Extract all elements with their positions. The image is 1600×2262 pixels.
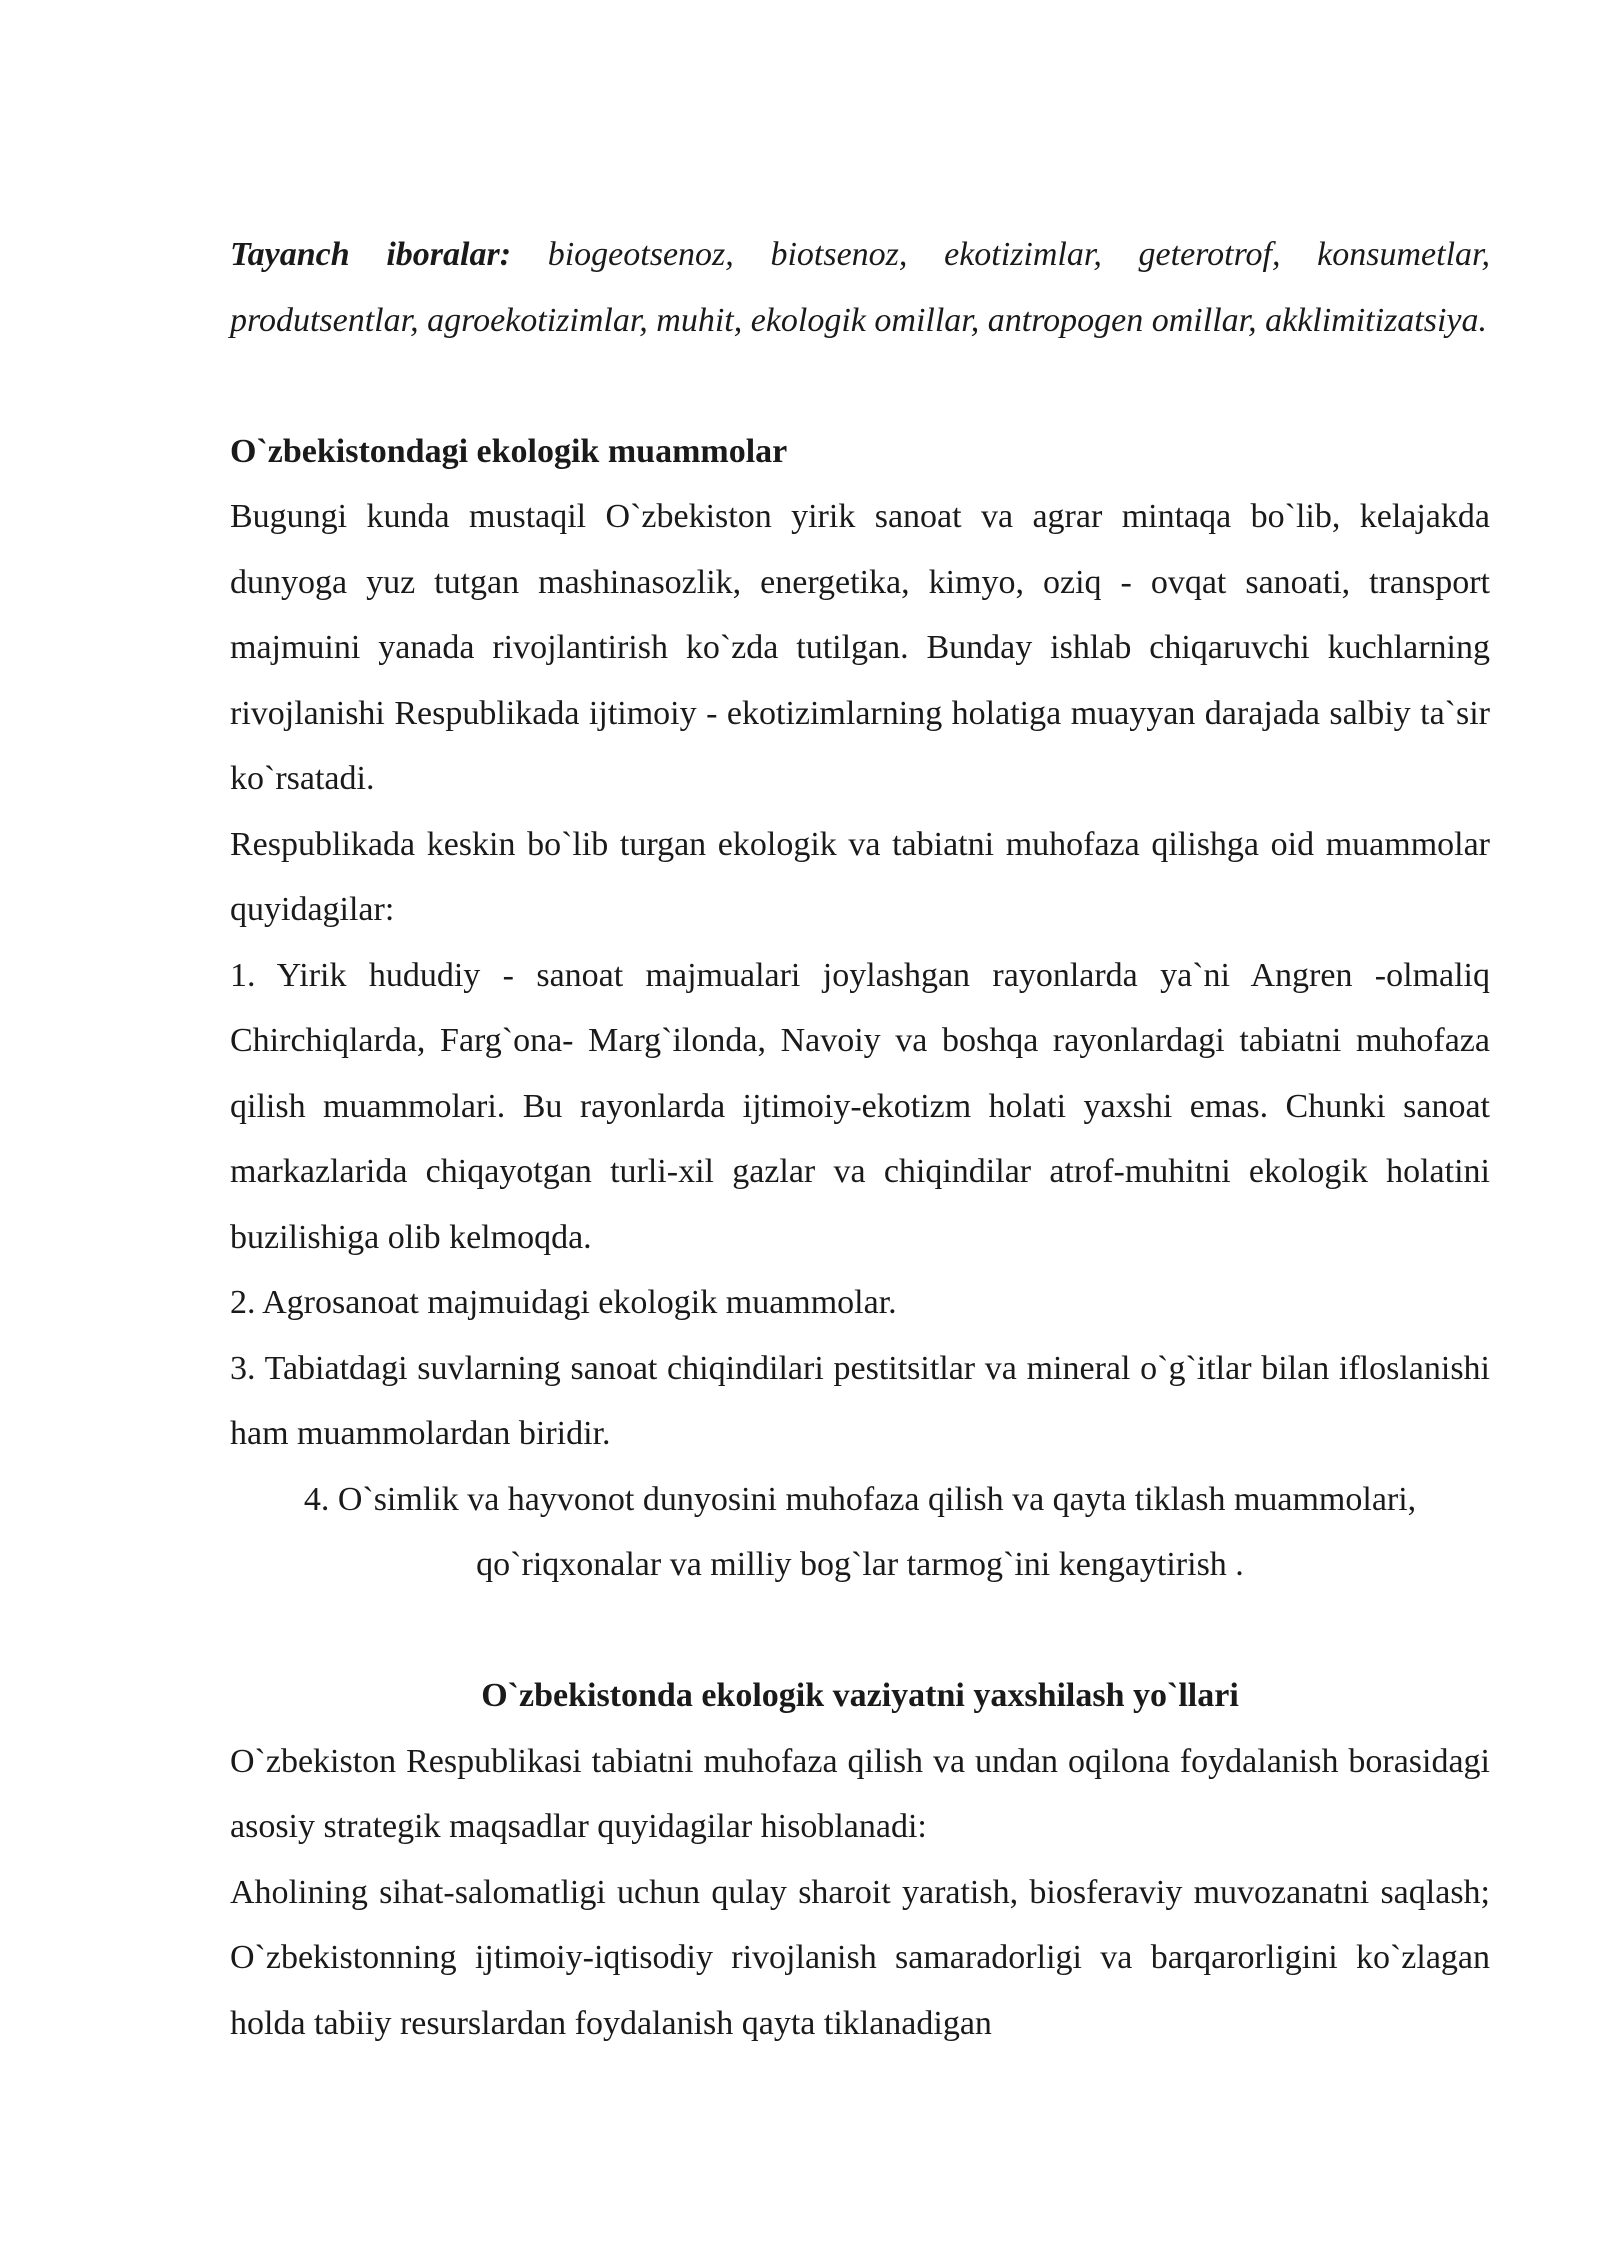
list-item-2: 2. Agrosanoat majmuidagi ekologik muammolar. [230,1284,897,1321]
keywords-text: biogeotsenoz, biotsenoz, ekotizimlar, geterotrof, konsumetlar, produtsentlar, agroekotizimlar, muhit, ekologik omillar, antropogen omillar, akklimitizatsiya. [230,236,1491,339]
spacer [230,1598,1490,1664]
keywords-paragraph [230,222,1490,353]
list-item-1: 1. Yirik hududiy - sanoat majmualari joylashgan rayonlarda ya`ni Angren -olmaliq Chirchiqlarda, Farg`ona- Marg`ilonda, Navoiy va boshqa rayonlardagi tabiatni muhofaza qilish muammolari. Bu rayonlarda ijtimoiy-ekotizm holati yaxshi emas. Chunki sanoat markazlarida chiqayotgan turli-xil gazlar va chiqindilar atrof-muhitni ekologik holatini buzilishiga olib kelmoqda. [230,956,1490,1256]
section2-heading: O`zbekistonda ekologik vaziyatni yaxshilash yo`llari [481,1677,1239,1714]
list-item-4-line-2: qo`riqxonalar va milliy bog`lar tarmog`ini kengaytirish . [476,1546,1244,1583]
document-page [230,222,1490,2056]
section2-intro: O`zbekiston Respublikasi tabiatni muhofaza qilish va undan oqilona foydalanish borasidagi asosiy strategik maqsadlar quyidagilar hisoblanadi: [230,1742,1490,1845]
list-item-4 [230,1467,1490,1598]
list-item-3: 3. Tabiatdagi suvlarning sanoat chiqindilari pestitsitlar va mineral o`g`itlar bilan ifloslanishi ham muammolardan biridir. [230,1349,1490,1452]
section1-intro: Bugungi kunda mustaqil O`zbekiston yirik sanoat va agrar mintaqa bo`lib, kelajakda dunyoga yuz tutgan mashinasozlik, energetika, kimyo, oziq - ovqat sanoati, transport majmuini yanada rivojlantirish ko`zda tutilgan. Bunday ishlab chiqaruvchi kuchlarning rivojlanishi Respublikada ijtimoiy - ekotizimlarning holatiga muayyan darajada salbiy ta`sir ko`rsatadi. [230,498,1490,797]
section1-lead: Respublikada keskin bo`lib turgan ekologik va tabiatni muhofaza qilishga oid muammolar quyidagilar: [230,825,1490,928]
section2-body: Aholining sihat-salomatligi uchun qulay sharoit yaratish, biosferaviy muvozanatni saqlash; O`zbekistonning ijtimoiy-iqtisodiy rivojlanish samaradorligi va barqarorligini ko`zlagan holda tabiiy resurslardan foydalanish qayta tiklanadigan [230,1873,1490,2042]
keywords-label: Tayanch iboralar: [230,236,512,273]
section1-heading: O`zbekistondagi ekologik muammolar [230,432,788,470]
list-item-4-line-1: 4. O`simlik va hayvonot dunyosini muhofaza qilish va qayta tiklash muammolari, [303,1480,1417,1518]
spacer [230,353,1490,419]
